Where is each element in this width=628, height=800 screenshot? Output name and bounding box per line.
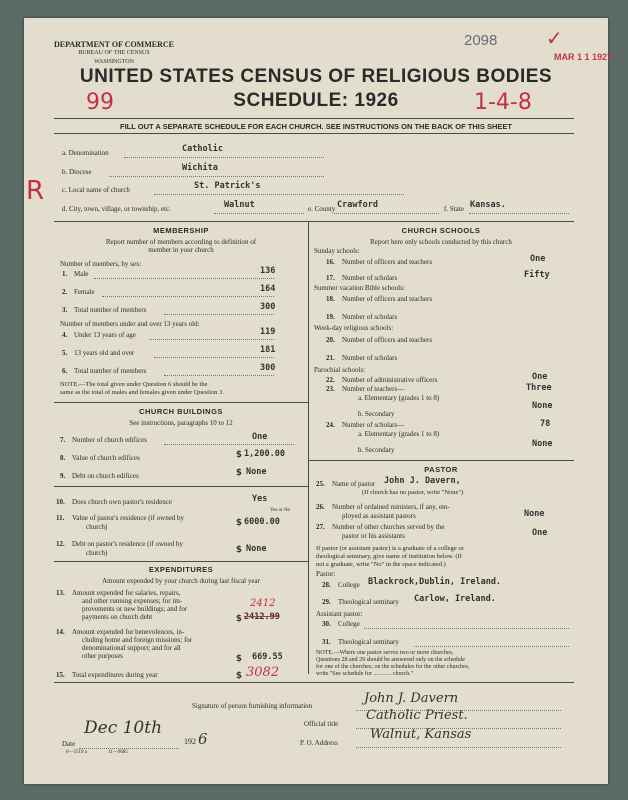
total-members-value: 300	[260, 302, 276, 312]
other-churches-label-2: pastor or his assistants	[342, 532, 405, 540]
census-schedule-sheet: DEPARTMENT OF COMMERCE BUREAU OF THE CENSUS WASHINGTON 2098 MAR 1 1 1927 ✓ UNITED STATES CENSUS OF RELIGIOUS BODIES SCHEDULE: 1926 99 1-4-8 FILL OUT A SEPARATE SCHEDULE FOR EACH CHURCH. SEE INSTRUCTIONS ON THE BACK OF THIS SHEET R a. Denomination Catholic b. Diocese Wichita c. Local name of church St. Patrick's d. City, town, village, or township, etc. Walnut e. County Crawford f. State Kansas. MEMBERSHIP Report number of members according to definition of member in your church Number of members, by sex: 1. Male 136 2. Female 164 3. Total number of members 300 Number of members under and over 13 years old: 4. Under 13 years of age 119 5. 13 years old and over 181 6. Total number of members 300 NOTE.—The total given under Question 6 should be the same as the total of males and females given under Question 3. CHURCH BUILDINGS See instructions, paragraphs 10 to 12 7. Number of church edifices One 8. Value of church edifices $ 1,200.00 9. Debt on church edifices $ None 10. Does church own pastor's residence Yes Yes or No 11. Value of pastor's residence (if owned by church) $ 6000.00 12. Debt on pastor's residence (if owned by church) $ None EXPENDITURES Amount expended by your church during last fiscal year 13. Amount expended for salaries, repairs, and other running expenses; for im- provements or new buildings; and for payments on church debt 2412 $ 2412.99 14. Amount expended for benevolences, in- cluding home and foreign missions; for denominational support; and for all other purposes $ 669.55 15. Total expenditures during year $ 3082 CHURCH SCHOOLS Report here only schools conducted by this church Sunday schools: 16. Number of officers and teachers One 17. Number of scholars Fifty Summer vacation Bible schools: 18. Number of officers and teachers 19. Number of scholars Week-day religious schools: 20. Number of officers and teachers 21. Number of scholars Parochial schools: 22. Number of administrative officers One 23. Number of teachers— a. Elementary (grades 1 to 8) Three b. Secondary None 24. Number of scholars— a. Elementary (grades 1 to 8) 78 b. Secondary None PASTOR 25. Name of pastor John J. Davern, (If church has no pastor, write "None") 26. Number of ordained ministers, if any, em- ployed as assistant pastors None 27. Number of other churches served by the pastor or his assistants One If pastor (or assistant pastor) is a graduate of a college or theological seminary, give name of institution below. (If not a graduate, write "No" in the space indicated.) Pastor: 28. College Blackrock,Dublin, Ireland. 29. Theological seminary Carlow, Ireland. Assistant pastor: 30. College 31. Theological seminary NOTE.—Where one pastor serves two or more churches, Questions 28 and 29 should be answered only on the schedule for one of the churches; on the schedules for the other churches, write "See schedule for ............ church." Signature of person furnishing information John J. Davern Official title Catholic Priest. P. O. Address Walnut, Kansas Date Dec 10th 192 6 6—5519 a 11—9685	[24, 18, 608, 784]
print-code: 6—5519 a	[66, 750, 87, 755]
graduate-note-2: theological seminary, give name of institution below. (If	[316, 553, 462, 560]
membership-note-2: same as the total of males and females given under Question 3.	[60, 389, 224, 396]
benevolences-label-4: other purposes	[82, 652, 124, 660]
edifices-label: Number of church edifices	[72, 436, 147, 444]
summer-schools-label: Summer vacation Bible schools:	[314, 284, 405, 292]
official-title-label: Official title	[304, 720, 339, 728]
summer-scholars-label: Number of scholars	[342, 313, 398, 321]
edifice-debt-value: None	[246, 467, 267, 477]
assistant-ministers-label-2: ployed as assistant pastors	[342, 512, 416, 520]
total-expenditures-label: Total expenditures during year	[72, 671, 158, 679]
teachers-secondary-label: b. Secondary	[358, 410, 395, 418]
schools-intro: Report here only schools conducted by this church	[370, 238, 512, 246]
department-header: DEPARTMENT OF COMMERCE BUREAU OF THE CENSUS WASHINGTON	[54, 40, 175, 65]
date-value: Dec 10th	[84, 718, 163, 738]
pastor-sublabel: Pastor:	[316, 570, 336, 578]
teachers-elementary-value: Three	[526, 383, 552, 393]
scholars-secondary-label: b. Secondary	[358, 446, 395, 454]
yes-no-hint: Yes or No	[270, 508, 291, 513]
sunday-scholars-label: Number of scholars	[342, 274, 398, 282]
handwritten-mark-left: 99	[86, 90, 114, 115]
edifice-value-value: 1,200.00	[244, 449, 285, 459]
assistant-ministers-label-1: Number of ordained ministers, if any, em-	[332, 503, 450, 511]
weekday-scholars-label: Number of scholars	[342, 354, 398, 362]
received-date-stamp: MAR 1 1 1927	[554, 52, 613, 62]
edifice-debt-label: Debt on church edifices	[72, 472, 139, 480]
pastor-name-hint: (If church has no pastor, write "None")	[362, 489, 464, 496]
total-members-age-label: Total number of members	[74, 367, 147, 375]
graduate-note-1: If pastor (or assistant pastor) is a graduate of a college or	[316, 545, 464, 552]
diocese-value: Wichita	[182, 163, 218, 173]
total-members-age-value: 300	[260, 363, 276, 373]
assistant-ministers-value: None	[524, 509, 545, 519]
state-value: Kansas.	[470, 200, 506, 210]
residence-value-label-1: Value of pastor's residence (if owned by	[72, 514, 185, 522]
form-title: UNITED STATES CENSUS OF RELIGIOUS BODIES	[79, 66, 553, 87]
benevolences-value: 669.55	[252, 652, 283, 662]
over-13-label: 13 years old and over	[74, 349, 135, 357]
college-value: Blackrock,Dublin, Ireland.	[368, 577, 502, 587]
running-expenses-value: 2412.99	[244, 612, 280, 622]
running-expenses-label-2: and other running expenses; for im-	[82, 597, 183, 605]
other-churches-label-1: Number of other churches served by the	[332, 523, 445, 531]
check-mark: ✓	[546, 26, 563, 50]
form-instruction: FILL OUT A SEPARATE SCHEDULE FOR EACH CHURCH. SEE INSTRUCTIONS ON THE BACK OF THIS SHEET	[120, 122, 512, 131]
female-label: Female	[74, 288, 95, 296]
denomination-label: a. Denomination	[62, 149, 109, 157]
residence-debt-value: None	[246, 544, 267, 554]
residence-value-label-2: church)	[86, 523, 108, 531]
other-churches-value: One	[532, 528, 548, 538]
sunday-officers-value: One	[530, 254, 546, 264]
membership-heading: MEMBERSHIP	[153, 226, 209, 235]
benevolences-label-3: denominational support; and for all	[82, 644, 181, 652]
county-value: Crawford	[337, 200, 378, 210]
diocese-label: b. Diocese	[62, 168, 92, 176]
teachers-elementary-label: a. Elementary (grades 1 to 8)	[358, 394, 440, 402]
over-13-value: 181	[260, 345, 276, 355]
signature-label: Signature of person furnishing information	[192, 702, 313, 710]
under-13-label: Under 13 years of age	[74, 331, 136, 339]
weekday-schools-label: Week-day religious schools:	[314, 324, 394, 332]
scholars-secondary-value: None	[532, 439, 553, 449]
print-code-2: 11—9685	[108, 750, 128, 755]
parochial-schools-label: Parochial schools:	[314, 366, 366, 374]
buildings-sub: See instructions, paragraphs 10 to 12	[129, 419, 233, 427]
membership-intro-1: Report number of members according to definition of	[105, 238, 257, 246]
under-13-value: 119	[260, 327, 276, 337]
by-age-label: Number of members under and over 13 years old:	[60, 320, 200, 328]
male-value: 136	[260, 266, 276, 276]
assistant-college-label: College	[338, 620, 360, 628]
seminary-value: Carlow, Ireland.	[414, 594, 496, 604]
control-number: 2098	[464, 32, 498, 49]
running-expenses-label-1: Amount expended for salaries, repairs,	[72, 589, 181, 597]
margin-mark-r: R	[26, 176, 45, 206]
edifice-value-label: Value of church edifices	[72, 454, 140, 462]
benevolences-label-2: cluding home and foreign missions; for	[82, 636, 193, 644]
summer-officers-label: Number of officers and teachers	[342, 295, 433, 303]
year-prefix: 192	[184, 737, 196, 746]
residence-debt-label-1: Debt on pastor's residence (if owned by	[72, 540, 183, 548]
parochial-scholars-label: Number of scholars—	[342, 421, 405, 429]
total-expenditures-value: 3082	[246, 665, 280, 680]
church-name-value: St. Patrick's	[194, 181, 261, 191]
pastor-note-3: for one of the churches; on the schedules for the other churches,	[316, 664, 470, 670]
by-sex-label: Number of members, by sex:	[60, 260, 142, 268]
expenditures-heading: EXPENDITURES	[148, 565, 214, 574]
running-expenses-label-3: provements or new buildings; and for	[82, 605, 188, 613]
year-suffix: 6	[198, 730, 208, 748]
parochial-teachers-label: Number of teachers—	[342, 385, 405, 393]
handwritten-mark-right: 1-4-8	[474, 90, 532, 115]
edifices-value: One	[252, 432, 268, 442]
pastor-name-label: Name of pastor	[332, 480, 376, 488]
male-label: Male	[74, 270, 89, 278]
graduate-note-3: not a graduate, write "No" in the space indicated.)	[316, 561, 446, 568]
state-label: f. State	[444, 205, 464, 213]
seminary-label: Theological seminary	[338, 598, 399, 606]
residence-value-value: 6000.00	[244, 517, 280, 527]
po-address-value: Walnut, Kansas	[370, 727, 472, 742]
city-value: Walnut	[224, 200, 255, 210]
running-expenses-correction: 2412	[250, 598, 276, 609]
teachers-secondary-value: None	[532, 401, 553, 411]
total-members-label: Total number of members	[74, 306, 147, 314]
residence-own-value: Yes	[252, 494, 268, 504]
expenditures-sub: Amount expended by your church during last fiscal year	[102, 577, 260, 585]
pastor-note-2: Questions 28 and 29 should be answered only on the schedule	[316, 657, 465, 663]
sunday-schools-label: Sunday schools:	[314, 247, 360, 255]
female-value: 164	[260, 284, 276, 294]
signature-value: John J. Davern	[364, 691, 459, 706]
date-label: Date	[62, 740, 76, 748]
assistant-pastor-label: Assistant pastor:	[316, 610, 363, 618]
schools-heading: CHURCH SCHOOLS	[401, 226, 481, 235]
form-subtitle: SCHEDULE: 1926	[233, 90, 399, 111]
pastor-note-1: NOTE.—Where one pastor serves two or more churches,	[316, 650, 454, 656]
college-label: College	[338, 581, 360, 589]
pastor-name-value: John J. Davern,	[384, 476, 461, 486]
parochial-admin-label: Number of administrative officers	[342, 376, 438, 384]
sunday-officers-label: Number of officers and teachers	[342, 258, 433, 266]
county-label: e. County	[308, 205, 336, 213]
membership-intro-2: member in your church	[148, 246, 214, 254]
scholars-elementary-label: a. Elementary (grades 1 to 8)	[358, 430, 440, 438]
buildings-heading: CHURCH BUILDINGS	[139, 407, 223, 416]
scholars-elementary-value: 78	[540, 419, 551, 429]
pastor-note-4: write "See schedule for ............ church."	[316, 671, 414, 677]
denomination-value: Catholic	[182, 144, 223, 154]
residence-own-label: Does church own pastor's residence	[72, 498, 173, 506]
po-address-label: P. O. Address	[300, 739, 338, 747]
official-title-value: Catholic Priest.	[366, 708, 468, 723]
parochial-admin-value: One	[532, 372, 548, 382]
sunday-scholars-value: Fifty	[524, 270, 550, 280]
running-expenses-label-4: payments on church debt	[82, 613, 153, 621]
benevolences-label-1: Amount expended for benevolences, in-	[72, 628, 185, 636]
church-name-label: c. Local name of church	[62, 186, 130, 194]
assistant-seminary-label: Theological seminary	[338, 638, 399, 646]
city-label: d. City, town, village, or township, etc.	[62, 205, 171, 213]
weekday-officers-label: Number of officers and teachers	[342, 336, 433, 344]
residence-debt-label-2: church)	[86, 549, 108, 557]
pastor-heading: PASTOR	[424, 465, 458, 474]
membership-note-1: NOTE.—The total given under Question 6 should be the	[60, 381, 208, 388]
